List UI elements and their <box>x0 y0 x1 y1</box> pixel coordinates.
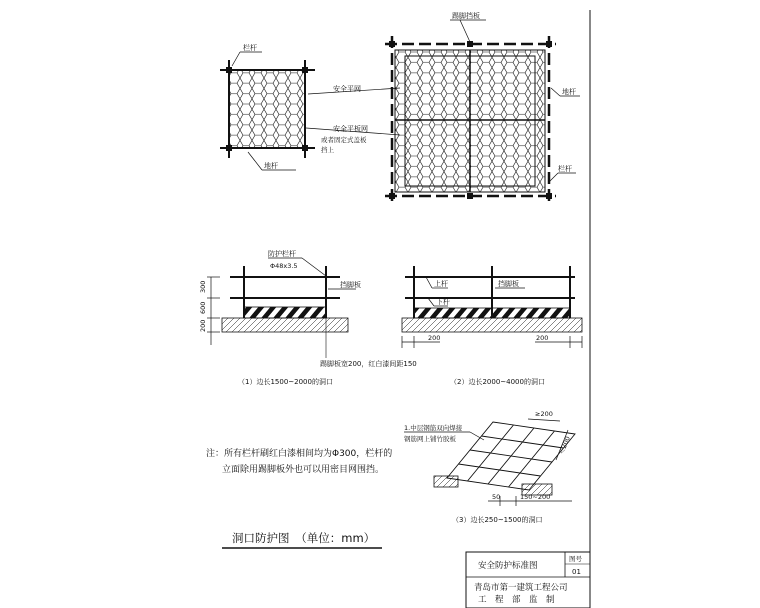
section2-upper-label: 上杆 <box>434 280 448 288</box>
section1-caption: （1）边长1500~2000的洞口 <box>238 378 333 386</box>
title-block-name: 安全防护标准图 <box>478 561 538 571</box>
section-2 <box>402 266 582 386</box>
section2-dim-left: 200 <box>428 334 441 342</box>
small-ground-label: 地杆 <box>264 162 278 170</box>
net-label: 安全平网 <box>333 85 361 93</box>
title-block-fig-label: 图号 <box>569 555 582 563</box>
section2-caption: （2）边长2000~4000的洞口 <box>450 378 545 386</box>
general-note-line-1: 注：所有栏杆刷红白漆相间均为Φ300，栏杆的 <box>206 449 393 459</box>
large-railing-label: 栏杆 <box>558 165 572 173</box>
section3-caption: （3）边长250~1500的洞口 <box>452 516 543 524</box>
board-note-2: 挡上 <box>321 146 334 154</box>
section1-note: 踢脚板宽200，红白漆间距150 <box>320 360 417 368</box>
section1-spec-label: Φ48x3.5 <box>270 262 298 270</box>
plan-notes <box>306 84 400 154</box>
section-3 <box>404 410 575 524</box>
section3-dim-left: 50 <box>492 493 501 501</box>
section1-toe-board <box>244 307 326 318</box>
section2-toe-label: 挡脚板 <box>498 280 519 288</box>
section1-guard-label: 防护栏杆 <box>268 250 296 258</box>
board-label: 安全平板网 <box>333 125 368 133</box>
small-net <box>229 70 305 148</box>
general-note-line-2: 立面除用踢脚板外也可以用密目网围挡。 <box>222 465 385 475</box>
small-railing-label: 栏杆 <box>243 44 257 52</box>
section3-dim-grid: ＜200 <box>557 435 572 456</box>
section3-dim-right: 150~200 <box>520 493 551 501</box>
section3-rebar-label-2: 钢筋网上铺竹胶板 <box>404 435 456 443</box>
section1-dim-bottom: 200 <box>199 319 207 332</box>
section1-dim-mid: 600 <box>199 301 207 314</box>
title-block-dept: 工 程 部 监 制 <box>478 595 555 605</box>
section2-lower-label: 下杆 <box>436 298 450 306</box>
section2-dim-right: 200 <box>536 334 549 342</box>
section-1 <box>199 249 417 386</box>
board-note-1: 或者固定式盖板 <box>321 136 367 144</box>
section3-rebar-label-1: 1.中层钢筋双向焊接 <box>404 424 463 432</box>
section1-dim-top: 300 <box>199 280 207 293</box>
title-block-fig-no: 01 <box>572 568 581 576</box>
title-block <box>466 552 590 608</box>
plan-large <box>385 11 580 202</box>
section1-toe-label: 挡脚板 <box>340 281 361 289</box>
title-block-company: 青岛市第一建筑工程公司 <box>474 583 568 593</box>
plan-small <box>220 43 315 170</box>
drawing-title: 洞口防护图 （单位：mm） <box>232 531 376 545</box>
large-ground-label: 地杆 <box>562 88 576 96</box>
large-toe-board-label: 踢脚挡板 <box>452 12 480 20</box>
section3-dim-spacing: ≥200 <box>535 410 553 418</box>
